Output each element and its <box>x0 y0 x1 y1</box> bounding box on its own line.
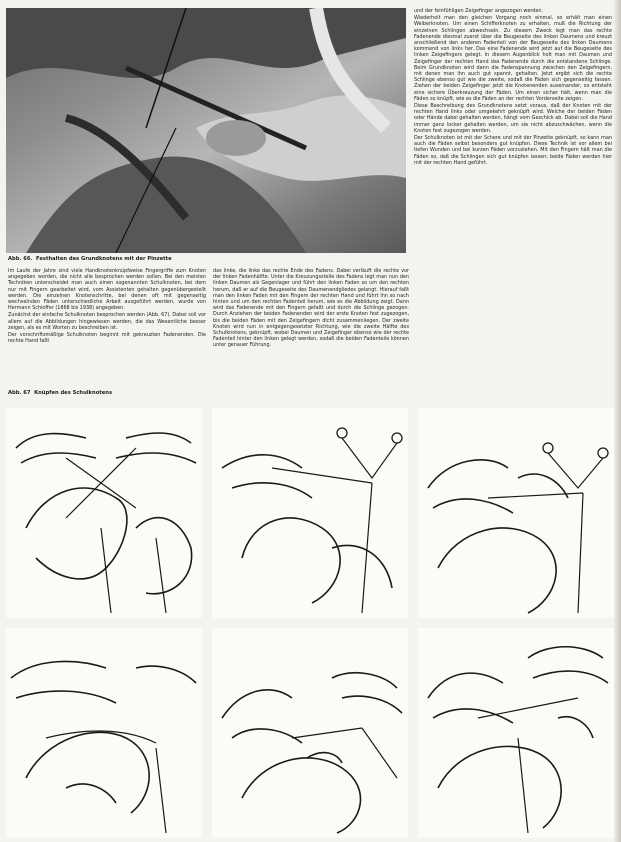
paragraph: Im Laufe der Jahre sind viele Handknotenknüpfweise Fingergriffe zum Knoten angegeben worden, die nicht alle besprochen werden sollen. Bei den meisten Techniken unterscheidet man auch einen sogenannten Schulknoten, bei dem nur mit Fingern gearbeitet wird, vom Assistenten gehalten gegenübergestellt werden. Die einzelnen Knotenschritte, bei denen oft mit gegenseitig wechselnden Fäden unterschiedliche Arbeit ausgeführt werden, wurde von Hermann Schloffer (1868 bis 1938) angegeben. <box>8 268 206 312</box>
page-edge-shadow <box>613 0 621 842</box>
knot-illustration-3 <box>418 408 614 618</box>
paragraph: Diese Beschreibung des Grundknotens setzt voraus, daß der Knoten mit der rechten Hand links oder umgekehrt geknüpft wird. Welche der beiden Fäden oder Hände dabei gehalten werden, hängt vom Geschick ab. Dabei soll die Hand immer ganz locker gehalten werden, um sie nicht abzuschwächen, wenn die Knoten fest zugezogen werden. <box>414 103 612 134</box>
knot-illustration-5 <box>212 628 408 838</box>
knot-illustration-4 <box>6 628 202 838</box>
knot-illustration-1 <box>6 408 202 618</box>
figure-caption-label: Abb. 67 <box>8 390 31 396</box>
paragraph: Der vorschriftsmäßige Schulknoten beginnt mit gekreuzten Fadenenden. Die rechte Hand faßt <box>8 332 206 345</box>
surgery-photo <box>6 8 406 253</box>
photo-caption-text: Festhalten des Grundknotens mit der Pinzette <box>36 256 172 262</box>
paragraph: Der Schulknoten ist mit der Schere und mit der Pinzette geknüpft, so kann man auch die Fäden selbst besonders gut knüpfen. Diese Technik ist vor allem bei tiefen Wunden und bei kurzen Fäden vorzuziehen. Mit den Fingern hält man die Fäden so, daß die Schlingen sich gut knüpfen lassen; beide Fäden werden hier mit der rechten Hand geführt. <box>414 135 612 166</box>
figure-caption-text: Knüpfen des Schulknotens <box>34 390 113 396</box>
text-column-right <box>414 8 612 378</box>
knot-illustration-6 <box>418 628 614 838</box>
paragraph: das linke, die linke das rechte Ende des Fadens. Dabei verläuft die rechte vor der linken Fadenhälfte. Unter die Kreuzungsstelle des Fadens legt man nun den linken Daumen als Gegenlager und führt den linken Faden so um den rechten herum, daß er auf die Beugeseite des Daumenendgliedes gelangt. Hierauf faßt man den linken Faden mit den Fingern der rechten Hand und führt ihn so nach hinten und um den rechten Fadenteil herum, wie es die Abbildung zeigt. Dann wird das Fadenende mit den Fingern gefaßt und durch die Schlinge gezogen. Durch Anziehen der beiden Fadenenden wird der erste Knoten fest zugezogen, bis die beiden Fäden mit den Zeigefingern dicht zusammenliegen. Der zweite Knoten wird nun in entgegengesetzter Richtung, wie die zweite Hälfte des Schulknotens, geknüpft, wobei Daumen und Zeigefinger ebenso wie der rechte Fadenteil hinter den linken gelegt werden, sodaß die beiden Fadenteile können unter genauer Führung. <box>213 268 409 349</box>
knot-illustration-2 <box>212 408 408 618</box>
photo-caption-label: Abb. 66. <box>8 256 33 262</box>
text-column-middle <box>213 268 409 386</box>
figure-caption <box>8 390 112 397</box>
paragraph: Wiederholt man den gleichen Vorgang noch einmal, so erhält man einen Weiberknoten. Um einen Schifferknoten zu erhalten, muß die Richtung der einzelnen Schlingen abwechseln. Zu diesem Zweck legt man das rechte Fadenende diesmal zuerst über die Beugeseite des linken Daumens und kreuzt anschließend den anderen Fadenteil von der Beugeseite des linken Daumens kommend von links her. Das eine Fadenende wird jetzt auf die Beugeseite des linken Zeigefingers gelegt. In diesem Augenblick holt man mit Daumen und Zeigefinger der rechten Hand das Fadenende durch die entstandene Schlinge. Beim Grundknoten wird dann die Fadenspannung zwischen den Zeigefingern, mit denen man ihn auch gut spannt, gehalten. Jetzt ergibt sich die rechte Schlinge ebenso gut wie die zweite, sodaß die Fäden sich gegenseitig fassen. Ziehen der beiden Zeigefinger jetzt die Knotenenden auseinander, so entsteht eine sichere Überkreuzung der Fäden. Um einen sicher hält, wenn man die Fäden so knüpft, wie es die Fäden an der rechten Vorderseite zeigen. <box>414 15 612 102</box>
text-column-left <box>8 268 206 386</box>
photo-caption <box>8 256 172 263</box>
paragraph: Zunächst der einfache Schulknoten besprochen werden (Abb. 67). Dabei soll vor allem auf die Abbildungen hingewiesen werden, die das Wesentliche besser zeigen, als es mit Worten zu beschreiben ist. <box>8 312 206 331</box>
paragraph: und der feinfühligen Zeigefinger angezogen werden. <box>414 8 544 14</box>
